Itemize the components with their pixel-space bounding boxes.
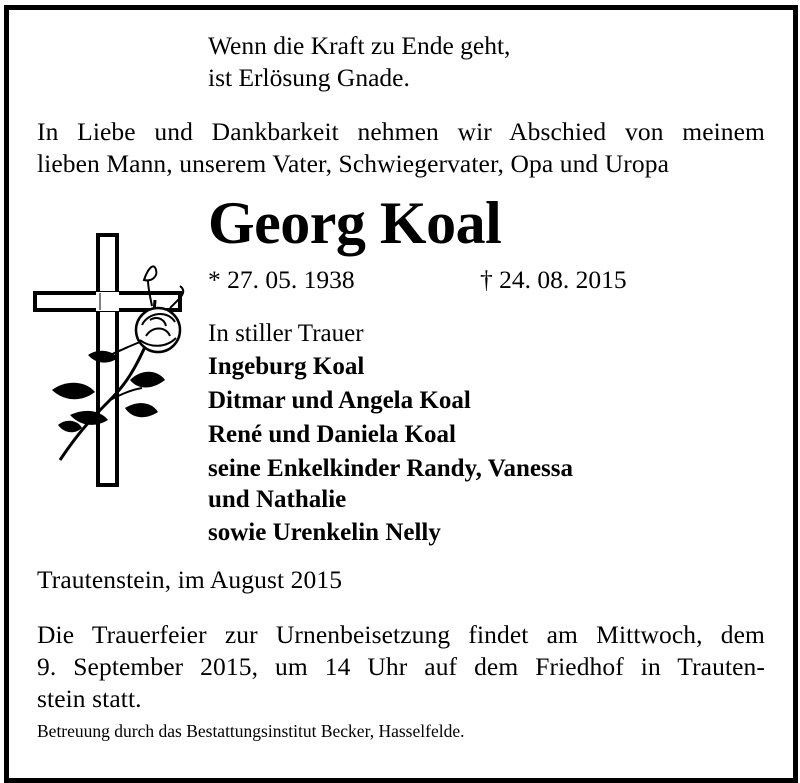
- intro-line-2: lieben Mann, unserem Vater, Schwiegervater, Opa und Uropa: [37, 149, 669, 178]
- ceremony-line-1: Die Trauerfeier zur Urnenbeisetzung findet am Mittwoch, dem: [37, 620, 765, 649]
- birth-date: * 27. 05. 1938: [208, 265, 355, 294]
- cross-with-rose-icon: [30, 230, 190, 490]
- mourner-2: Ditmar und Angela Koal: [208, 387, 471, 414]
- intro-line-1: In Liebe und Dankbarkeit nehmen wir Abschied von meinem: [37, 117, 765, 146]
- poem-line-1: Wenn die Kraft zu Ende geht,: [208, 31, 511, 60]
- mourning-intro: In stiller Trauer: [208, 320, 364, 347]
- deceased-name: Georg Koal: [208, 190, 502, 256]
- mourner-1: Ingeburg Koal: [208, 353, 365, 380]
- poem-line-2: ist Erlösung Gnade.: [208, 63, 410, 92]
- funeral-home-note: Betreuung durch das Bestattungsinstitut Becker, Hasselfelde.: [37, 721, 465, 741]
- mourner-4: seine Enkelkinder Randy, Vanessa: [208, 455, 573, 482]
- place-date: Trautenstein, im August 2015: [37, 565, 343, 594]
- mourner-3: René und Daniela Koal: [208, 421, 456, 448]
- death-date: † 24. 08. 2015: [480, 265, 627, 294]
- ceremony-line-2: 9. September 2015, um 14 Uhr auf dem Friedhof in Trauten-: [37, 652, 765, 681]
- ceremony-line-3: stein statt.: [37, 684, 142, 713]
- mourner-6: sowie Urenkelin Nelly: [208, 519, 441, 546]
- mourner-5: und Nathalie: [208, 486, 347, 513]
